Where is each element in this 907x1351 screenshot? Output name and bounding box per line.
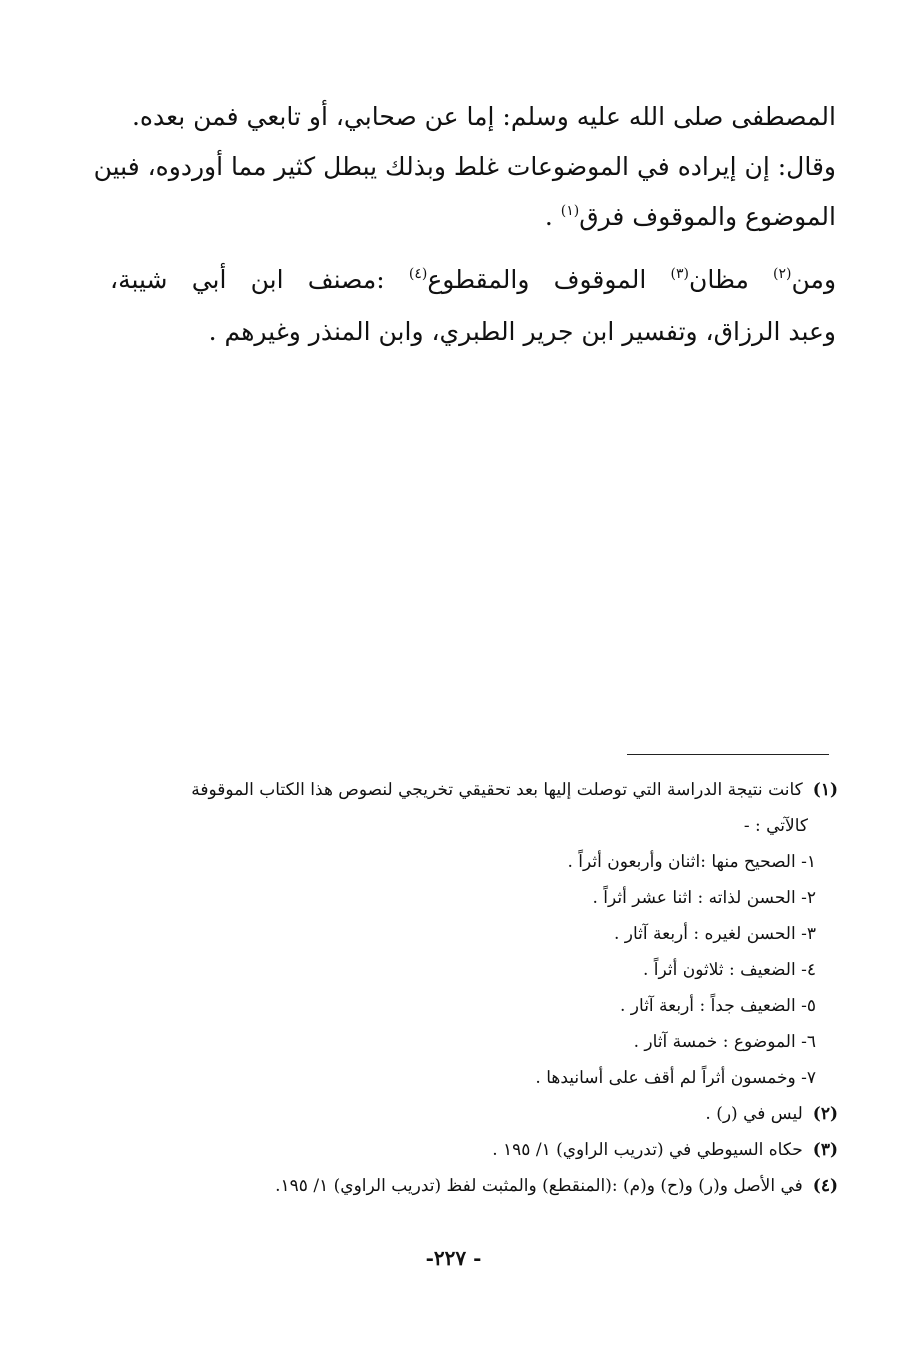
footnote-number: (١) <box>812 780 838 800</box>
text-segment: مظان <box>688 265 774 294</box>
text-line <box>110 254 836 306</box>
list-item: ٧- وخمسون أثراً لم أقف على أسانيدها . <box>535 1068 816 1088</box>
footnote-continuation: كالآتي : - <box>743 816 808 836</box>
text-segment: ومن <box>791 265 837 294</box>
text-segment: :مصنف ابن أبي شيبة، <box>110 265 409 294</box>
text-line: وقال: إن إيراده في الموضوعات غلط وبذلك يبطل كثير مما أوردوه، فبين <box>93 152 836 181</box>
footnote-text: في الأصل و(ر) و(ح) و(م) :(المنقطع) والمثبت لفظ (تدريب الراوي) ١/ ١٩٥. <box>275 1176 803 1196</box>
footnote-text: حكاه السيوطي في (تدريب الراوي) ١/ ١٩٥ . <box>492 1140 803 1160</box>
list-item: ٦- الموضوع : خمسة آثار . <box>633 1032 816 1052</box>
footnote-1 <box>110 772 838 808</box>
footnote-ref: (٤) <box>408 266 428 282</box>
list-item: ١- الصحيح منها :اثنان وأربعون أثراً . <box>567 852 816 872</box>
paragraph-2 <box>110 254 836 358</box>
footnote-separator <box>627 754 829 755</box>
footnote-ref: (٢) <box>773 266 792 282</box>
list-item: ٢- الحسن لذاته : اثنا عشر أثراً . <box>592 888 816 908</box>
footnote-number: (٤) <box>812 1176 838 1196</box>
list-item: ٤- الضعيف : ثلاثون أثراً . <box>642 960 816 980</box>
list-item: ٣- الحسن لغيره : أربعة آثار . <box>613 924 816 944</box>
footnote-number: (٣) <box>812 1140 838 1160</box>
footnote-2 <box>110 1096 838 1132</box>
text-line: المصطفى صلى الله عليه وسلم: إما عن صحابي، أو تابعي فمن بعده. <box>131 102 836 131</box>
footnote-3 <box>110 1132 838 1168</box>
footnote-number: (٢) <box>812 1104 838 1124</box>
text-line <box>110 192 836 242</box>
footnote-text: ليس في (ر) . <box>705 1104 803 1124</box>
text-line: وعبد الرزاق، وتفسير ابن جرير الطبري، وابن المنذر وغيرهم . <box>208 317 836 346</box>
main-text <box>93 92 837 358</box>
footnote-ref: (٣) <box>670 266 689 282</box>
footnotes <box>110 772 838 1204</box>
text-segment: الموقوف والمقطوع <box>427 265 671 294</box>
footnote-text: كانت نتيجة الدراسة التي توصلت إليها بعد تحقيقي تخريجي لنصوص هذا الكتاب الموقوفة <box>191 780 803 800</box>
footnote-4 <box>110 1168 838 1204</box>
footnote-ref: (١) <box>560 203 580 219</box>
list-item: ٥- الضعيف جداً : أربعة آثار . <box>620 996 816 1016</box>
paragraph-1 <box>93 92 836 242</box>
text-segment: الموضوع والموقوف فرق <box>579 202 836 231</box>
page-number: - ٢٢٧- <box>425 1246 482 1270</box>
text-segment: . <box>544 202 561 231</box>
